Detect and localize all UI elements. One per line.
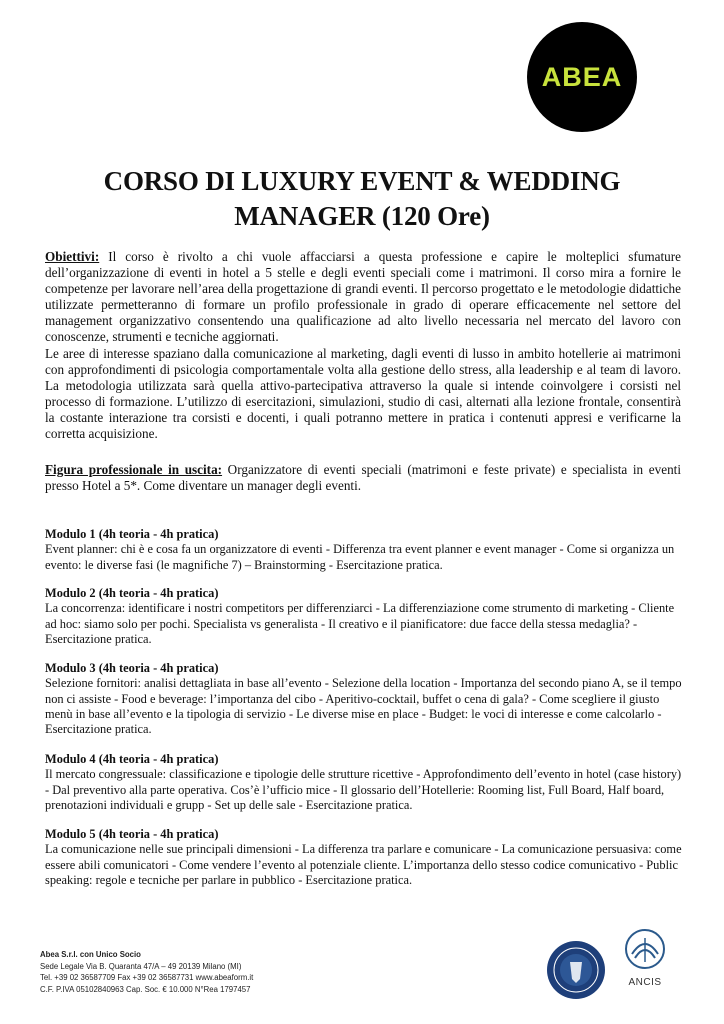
title-line-1: CORSO DI LUXURY EVENT & WEDDING [103,166,621,196]
module-1 [45,527,685,573]
module-4 [45,752,685,813]
figura-text: Organizzatore di eventi speciali (matrimoni e feste private) e specialista in eventi presso Hotel a 5*. Come diventare un manager degli eventi. [45,462,681,494]
ancis-logo-icon [624,928,666,970]
figura-label: Figura professionale in uscita: [45,462,223,477]
footer-fiscal: C.F. P.IVA 05102840963 Cap. Soc. € 10.000 N°Rea 1797457 [40,984,251,994]
title-line-2: MANAGER (120 Ore) [234,201,490,231]
module-text: Selezione fornitori: analisi dettagliata in base all’evento - Selezione della location - Importanza del secondo piano A, se il tempo non ci assiste - Food e beverage: l’importanza del cibo - Aperitivo-cocktail, buffet o cena di gala? - Come scegliere il giusto menù in base all’evento e la tipologia di servizio - Le diverse mise en place - Budget: le voci di interesse e come calcolarlo - Esercitazione pratica. [45,676,682,737]
objectives-paragraph [45,249,681,346]
module-title: Modulo 3 (4h teoria - 4h pratica) [45,661,219,675]
footer-contacts: Tel. +39 02 36587709 Fax +39 02 36587731 www.abeaform.it [40,973,254,982]
module-text: Event planner: chi è e cosa fa un organizzatore di eventi - Differenza tra event planner e event manager - Come si organizza un evento: le diverse fasi (le magnifiche 7) – Brainstorming - Esercitazione pratica. [45,542,675,572]
objectives-label: Obiettivi: [45,249,100,264]
objectives-paragraph-2: Le aree di interesse spaziano dalla comunicazione al marketing, dagli eventi di lusso in ambito hotellerie ai matrimoni con approfondimenti di psicologia comportamentale volta alla gestione dello stress, alla leadership e al team di lavoro. La metodologia utilizzata sarà quella attivo-partecipativa attraverso la quale si intende coinvolgere i corsisti nel processo di formazione. L’utilizzo di esercitazioni, simulazioni, studio di casi, alternati alla lezione frontale, consentirà la costante interazione tra corsisti e docenti, i quali potranno mettere in pratica i contenuti appresi e verificarne la corretta acquisizione. [45,346,681,442]
page-title [40,164,684,234]
figura-paragraph [45,462,681,494]
ancis-badge [614,928,676,1018]
accredia-seal-icon [545,939,607,1001]
module-2 [45,586,685,647]
module-3 [45,661,685,737]
footer-address: Sede Legale Via B. Quaranta 47/A – 49 20139 Milano (MI) [40,961,242,971]
abea-logo [527,22,637,132]
module-text: La concorrenza: identificare i nostri competitors per differenziarci - La differenziazione come strumento di marketing - Cliente ad hoc: siamo solo per pochi. Specialista vs generalista - Il creativo e il pianificatore: due facce della stessa medaglia? - Esercitazione pratica. [45,601,675,646]
module-title: Modulo 2 (4h teoria - 4h pratica) [45,586,219,600]
logo-text: ABEA [541,62,623,92]
objectives-text: Il corso è rivolto a chi vuole affacciarsi a questa professione e capire le molteplici sfumature dell’organizzazione di eventi in hotel a 5 stelle e degli eventi speciali come i matrimoni. Il corso mira a fornire le competenze per lavorare nell’area della progettazione di grandi eventi. Il percorso progettato e le metodologie didattiche utilizzate permetteranno di formare un profilo professionale in grado di operare efficacemente nel settore del management organizzativo consentendo una qualificazione ad alto livello necessaria nel mercato del lavoro con conoscenze, strumenti e tecniche aggiornati. [45,249,681,345]
footer-company: Abea S.r.l. con Unico Socio [40,950,141,959]
module-title: Modulo 4 (4h teoria - 4h pratica) [45,752,219,766]
ancis-label: ANCIS [628,977,662,988]
footer-company-info [40,949,253,995]
module-5 [45,827,685,888]
module-text: La comunicazione nelle sue principali dimensioni - La differenza tra parlare e comunicare - La comunicazione persuasiva: come essere abili comunicatori - Come vendere l’evento al potenziale cliente. L’importanza dello stesso codice comunicativo - Public speaking: regole e tecniche per parlare in pubblico - Esercitazione pratica. [45,842,682,887]
module-text: Il mercato congressuale: classificazione e tipologie delle strutture ricettive - Approfondimento dell’evento in hotel (case history) - Dal preventivo alla parte operativa. Cos’è l’ufficio mice - Il glossario dell’Hotellerie: Rooming list, Full Board, Half board, prenotazioni individuali e grupp - Set up delle sale - Esercitazione pratica. [45,767,682,812]
module-title: Modulo 1 (4h teoria - 4h pratica) [45,527,219,541]
module-title: Modulo 5 (4h teoria - 4h pratica) [45,827,219,841]
